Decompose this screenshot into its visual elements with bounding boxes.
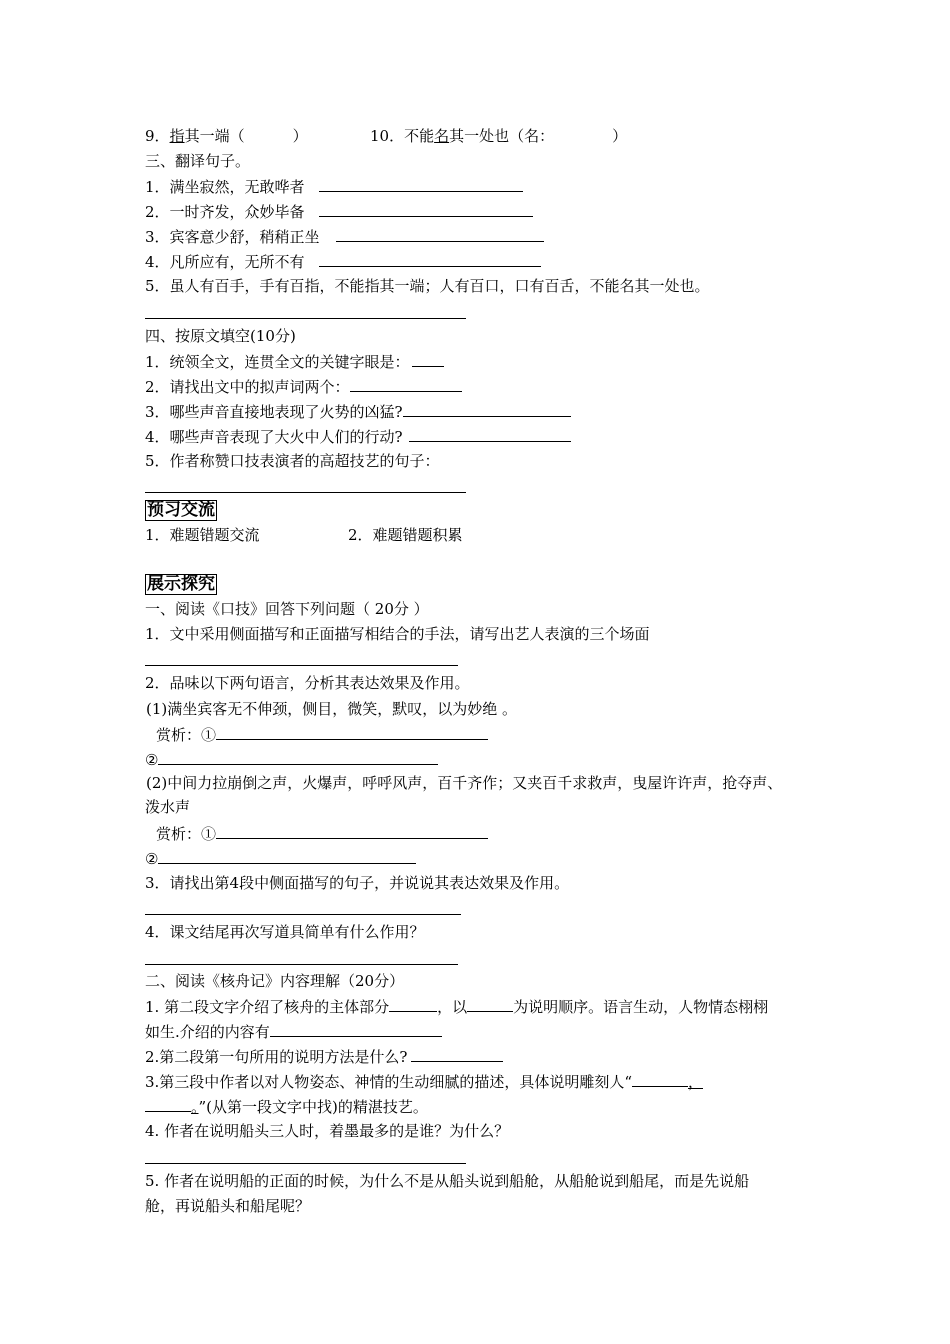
answer-blank[interactable]	[403, 401, 571, 417]
part-1-q3: 3．请找出第4段中侧面描写的句子，并说说其表达效果及作用。	[145, 874, 570, 892]
answer-line[interactable]	[145, 492, 466, 493]
answer-blank[interactable]	[632, 1071, 688, 1087]
answer-blank[interactable]	[319, 201, 533, 217]
translate-item-4: 4．凡所应有，无所不有	[145, 251, 541, 272]
translate-item-3: 3．宾客意少舒，稍稍正坐	[145, 226, 544, 247]
answer-blank[interactable]	[409, 426, 571, 442]
part-2-q5-cont: 舱，再说船头和船尾呢？	[145, 1197, 311, 1215]
part-2-q2: 2.第二段第一句所用的说明方法是什么?	[145, 1046, 503, 1067]
answer-blank[interactable]	[389, 996, 437, 1012]
answer-blank[interactable]	[145, 1096, 191, 1112]
translate-item-1: 1．满坐寂然，无敢哗者	[145, 176, 523, 197]
answer-line[interactable]	[145, 318, 466, 319]
part-2-q4: 4. 作者在说明船头三人时，着墨最多的是谁？为什么？	[145, 1122, 510, 1140]
part-1-q2-sentence-2-cont: 泼水声	[145, 798, 191, 816]
item-9: 9．指其一端（ ）	[145, 127, 308, 145]
answer-blank[interactable]	[216, 724, 488, 740]
answer-blank[interactable]	[270, 1021, 442, 1037]
answer-blank[interactable]	[412, 351, 444, 367]
part-2-q1: 1. 第二段文字介绍了核舟的主体部分 ，以 为说明顺序。语言生动，人物情态栩栩	[145, 998, 769, 1016]
part-1-q1: 1．文中采用侧面描写和正面描写相结合的手法，请写出艺人表演的三个场面	[145, 625, 650, 643]
fill-item-2: 2．请找出文中的拟声词两个：	[145, 376, 462, 397]
answer-blank[interactable]	[350, 376, 462, 392]
preview-item-2: 2．难题错题积累	[348, 526, 463, 544]
answer-line[interactable]	[145, 964, 458, 965]
part-2-q3-cont: 。”(从第一段文字中找)的精湛技艺。	[145, 1096, 428, 1117]
section-3-title: 三、翻译句子。	[145, 152, 251, 170]
answer-line[interactable]	[145, 1163, 466, 1164]
preview-heading: 预习交流	[147, 500, 215, 520]
part-1-q2-sentence-1: (1)满坐宾客无不伸颈，侧目，微笑，默叹，以为妙绝 。	[146, 700, 518, 718]
fill-item-5: 5．作者称赞口技表演者的高超技艺的句子：	[145, 452, 440, 470]
appreciation-2b: ②	[145, 848, 416, 869]
answer-line[interactable]	[145, 665, 458, 666]
part-1-q4: 4．课文结尾再次写道具简单有什么作用？	[145, 923, 425, 941]
appreciation-1a: 赏析：①	[156, 724, 488, 745]
appreciation-2a: 赏析：①	[156, 823, 488, 844]
answer-line[interactable]	[145, 914, 461, 915]
part-1-title: 一、阅读《口技》回答下列问题（ 20分 ）	[145, 600, 429, 618]
answer-blank[interactable]	[411, 1046, 503, 1062]
preview-item-1: 1．难题错题交流	[145, 526, 260, 544]
translate-item-5: 5．虽人有百手，手有百指，不能指其一端；人有百口，口有百舌，不能名其一处也。	[145, 277, 710, 295]
answer-blank[interactable]	[158, 848, 416, 864]
section-4-title: 四、按原文填空(10分)	[145, 327, 296, 345]
answer-blank[interactable]	[216, 823, 488, 839]
part-1-q2-sentence-2: (2)中间力拉崩倒之声，火爆声，呼呼风声，百千齐作；又夹百千求救声，曳屋许许声，抢夺声、	[146, 774, 783, 792]
part-2-q3: 3.第三段中作者以对人物姿态、神情的生动细腻的描述，具体说明雕刻人“ ，	[145, 1073, 703, 1091]
item-10: 10．不能名其一处也（名： ）	[370, 127, 628, 145]
show-heading: 展示探究	[147, 574, 215, 594]
part-2-q5: 5. 作者在说明船的正面的时候，为什么不是从船头说到船舱，从船舱说到船尾，而是先说船	[145, 1172, 750, 1190]
answer-blank[interactable]	[467, 996, 513, 1012]
translate-item-2: 2．一时齐发，众妙毕备	[145, 201, 533, 222]
fill-item-4: 4．哪些声音表现了大火中人们的行动?	[145, 426, 571, 447]
keyword-zhi: 指	[169, 127, 185, 145]
part-1-q2: 2．品味以下两句语言，分析其表达效果及作用。	[145, 674, 470, 692]
fill-item-3: 3．哪些声音直接地表现了火势的凶猛?	[145, 401, 571, 422]
answer-blank[interactable]	[319, 251, 541, 267]
keyword-ming: 名	[434, 127, 450, 145]
answer-blank[interactable]	[158, 749, 438, 765]
fill-item-1: 1．统领全文，连贯全文的关键字眼是：	[145, 351, 444, 372]
part-2-title: 二、阅读《核舟记》内容理解（20分）	[145, 972, 405, 990]
answer-blank[interactable]	[319, 176, 523, 192]
part-2-q1-cont: 如生.介绍的内容有	[145, 1021, 442, 1042]
appreciation-1b: ②	[145, 749, 438, 770]
answer-blank[interactable]	[336, 226, 544, 242]
